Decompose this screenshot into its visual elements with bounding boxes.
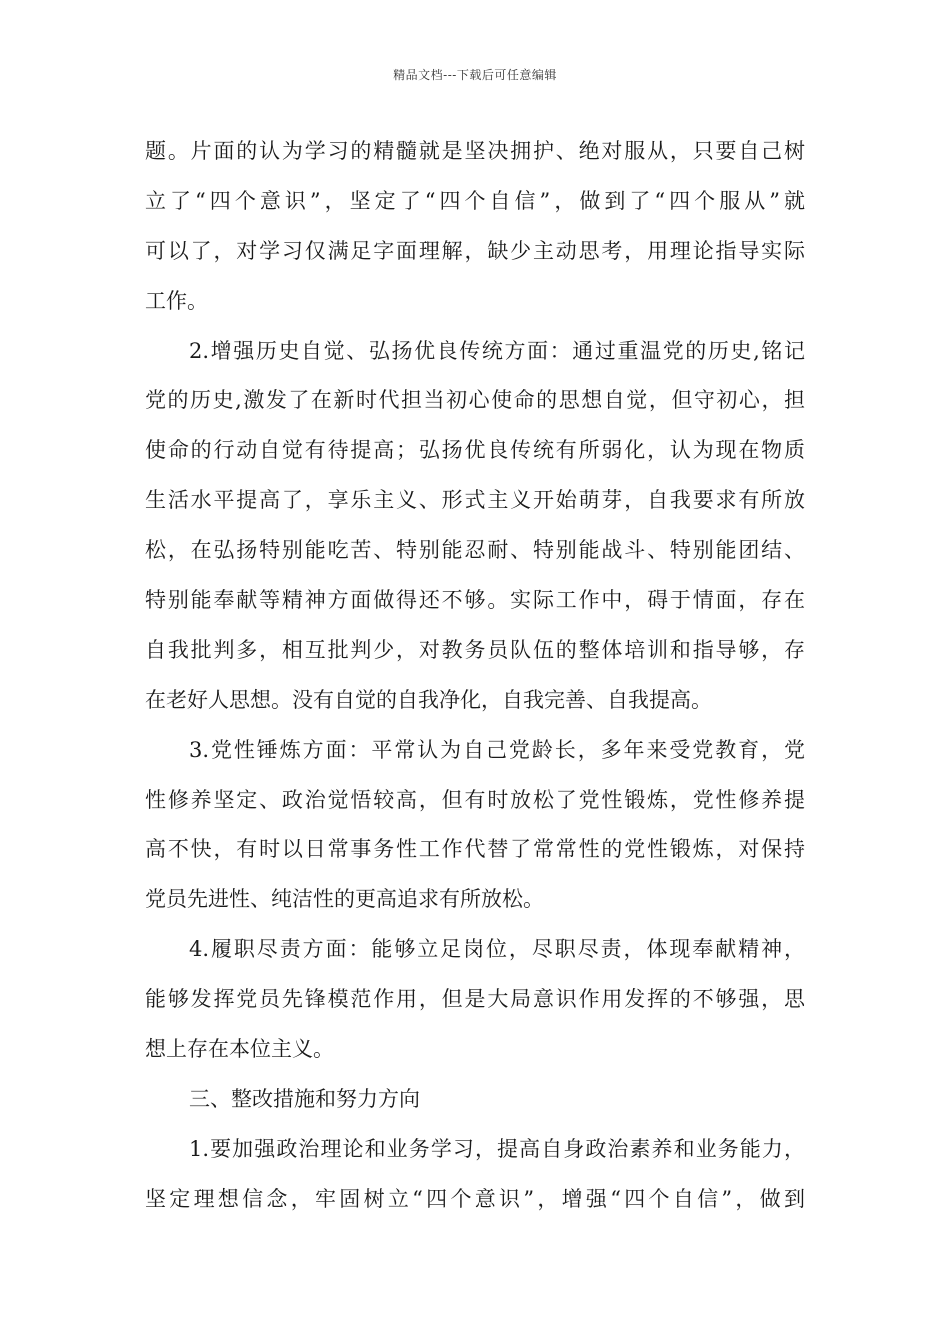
text-line: 使命的行动自觉有待提高；弘扬优良传统有所弱化，认为现在物质 <box>145 438 805 463</box>
text-line: 高不快，有时以日常事务性工作代替了常常性的党性锻炼，对保持 <box>145 837 805 862</box>
text-line: 可以了，对学习仅满足字面理解，缺少主动思考，用理论指导实际 <box>145 238 805 263</box>
text-line: 三、整改措施和努力方向 <box>189 1086 420 1111</box>
text-line: 性修养坚定、政治觉悟较高，但有时放松了党性锻炼，党性修养提 <box>145 787 805 812</box>
text-line: 能够发挥党员先锋模范作用，但是大局意识作用发挥的不够强，思 <box>145 987 805 1012</box>
text-line: 立了“四个意识”，坚定了“四个自信”，做到了“四个服从”就 <box>145 188 805 213</box>
text-line: 1.要加强政治理论和业务学习，提高自身政治素养和业务能力， <box>189 1136 805 1161</box>
text-line: 2.增强历史自觉、弘扬优良传统方面：通过重温党的历史,铭记 <box>189 338 805 363</box>
text-line: 坚定理想信念，牢固树立“四个意识”，增强“四个自信”，做到 <box>145 1186 805 1211</box>
text-line: 党的历史,激发了在新时代担当初心使命的思想自觉，但守初心，担 <box>145 388 805 413</box>
text-line: 题。片面的认为学习的精髓就是坚决拥护、绝对服从，只要自己树 <box>145 139 805 163</box>
text-line: 特别能奉献等精神方面做得还不够。实际工作中，碍于情面，存在 <box>145 588 805 613</box>
text-line: 4.履职尽责方面：能够立足岗位，尽职尽责，体现奉献精神， <box>189 937 805 962</box>
text-line: 党员先进性、纯洁性的更高追求有所放松。 <box>145 887 544 912</box>
text-line: 想上存在本位主义。 <box>145 1037 334 1062</box>
document-body <box>145 127 805 1225</box>
text-line: 松，在弘扬特别能吃苦、特别能忍耐、特别能战斗、特别能团结、 <box>145 538 805 563</box>
page-header: 精品文档---下载后可任意编辑 <box>393 68 557 82</box>
text-line: 3.党性锤炼方面：平常认为自己党龄长，多年来受党教育，党 <box>189 737 805 762</box>
text-line: 自我批判多，相互批判少，对教务员队伍的整体培训和指导够，存 <box>145 637 805 662</box>
text-line: 工作。 <box>145 288 208 313</box>
text-line: 在老好人思想。没有自觉的自我净化，自我完善、自我提高。 <box>145 687 712 712</box>
text-line: 生活水平提高了，享乐主义、形式主义开始萌芽，自我要求有所放 <box>145 488 805 513</box>
